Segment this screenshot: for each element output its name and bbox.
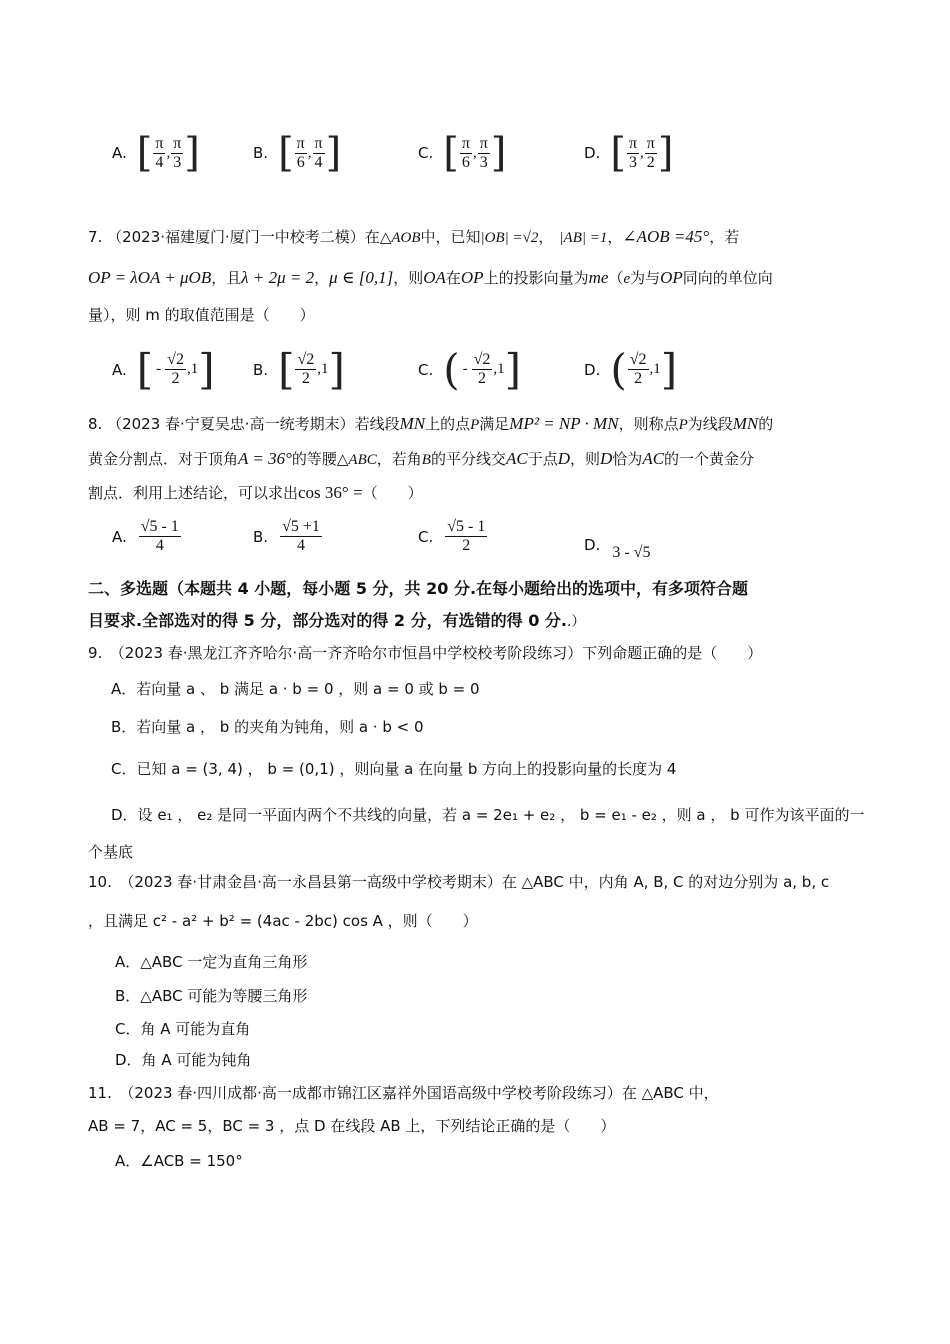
fraction (295, 135, 307, 172)
math: |AB| =1 (559, 230, 608, 246)
numerator: π (155, 134, 164, 152)
denominator: 2 (478, 370, 487, 387)
numerator: π (628, 134, 638, 152)
bracket-close: ] (184, 130, 200, 176)
tail: ,1 (649, 361, 661, 377)
text: ，且 (211, 269, 242, 287)
numerator: π (296, 134, 305, 152)
q11-stem-2: AB = 7，AC = 5，BC = 3 ，点 D 在线段 AB 上，下列结论正确的是（ ） (88, 1117, 616, 1135)
text: ，若 (709, 228, 740, 246)
option-label: C. (418, 360, 434, 379)
denominator: 4 (155, 153, 164, 171)
math: △ABC (336, 452, 377, 468)
question-source: （2023·福建厦门·厦门一中校考二模）在 (107, 228, 380, 246)
bracket-close: ] (657, 130, 674, 176)
numerator: √5 - 1 (447, 518, 486, 535)
fraction (139, 518, 181, 555)
option-label: A. (112, 144, 127, 162)
fraction (171, 135, 183, 172)
fraction (280, 518, 322, 555)
numerator: π (173, 134, 182, 152)
text: 上的投影向量为 (483, 269, 589, 287)
fraction (313, 135, 325, 172)
denominator: 2 (171, 370, 180, 387)
section-heading: 二、多选题（本题共 4 小题，每小题 5 分，共 20 分.在每小题给出的选项中，有多项符合题 (88, 579, 749, 598)
numerator: π (314, 134, 323, 152)
bracket-close: ] (198, 345, 215, 394)
math: P (678, 417, 688, 433)
math: cos 36° = (298, 483, 363, 502)
denominator: 6 (461, 153, 470, 171)
text: 恰为 (612, 450, 643, 468)
bracket-open: [ (278, 345, 295, 394)
math: λ + 2μ = 2 (241, 268, 315, 287)
text: 割点．利用上述结论，可以求出 (88, 484, 299, 502)
numerator: √2 (473, 351, 491, 368)
q11-stem-1: 11. （2023 春·四川成都·高一成都市锦江区嘉祥外国语高级中学校考阶段练习）在 △ABC 中， (88, 1084, 719, 1102)
text: 的 (758, 415, 774, 433)
fraction (295, 351, 316, 388)
bracket-open: [ (136, 345, 154, 394)
question-number: 8. (88, 415, 103, 433)
text: 的一个黄金分 (664, 450, 755, 468)
q10-option-d: D．角 A 可能为钝角 (115, 1051, 252, 1069)
text: 黄金分割点．对于顶角 (88, 450, 239, 468)
question-number: 7. (88, 228, 103, 246)
math: me (588, 268, 609, 287)
text: 上的点 (425, 415, 471, 433)
option-label: D. (584, 144, 601, 162)
math: AC (642, 449, 665, 468)
q9-option-b: B．若向量 a ， b 的夹角为钝角，则 a · b < 0 (111, 718, 424, 736)
sign: - (462, 361, 468, 377)
math: OA (423, 268, 446, 287)
numerator: π (479, 134, 488, 152)
q10-stem-1: 10. （2023 春·甘肃金昌·高一永昌县第一高级中学校考期末）在 △ABC 中，内角 A, B, C 的对边分别为 a, b, c (88, 873, 830, 891)
q6-option-c: C. [ $\frac{\pi}{6}$ , $\frac{\pi}{3}$ ] (418, 130, 507, 176)
math: P (470, 417, 480, 433)
denominator: 4 (314, 153, 323, 171)
q8-option-d (584, 528, 650, 562)
q9-option-c: C．已知 a = (3, 4) ， b = (0,1) ，则向量 a 在向量 b 方向上的投影向量的长度为 4 (111, 760, 677, 778)
q7-option-c (418, 345, 521, 394)
tail: ,1 (186, 361, 199, 377)
bracket-close: ] (490, 130, 507, 176)
numerator: √2 (167, 351, 184, 368)
bracket-open: ( (610, 345, 627, 394)
math: OP = λOA + μOB (88, 268, 212, 287)
text: 中，已知 (420, 228, 481, 246)
numerator: √2 (297, 351, 315, 368)
math: MP² = NP · MN (509, 414, 619, 433)
text: ，则称点 (618, 415, 679, 433)
fraction (165, 351, 186, 388)
q9-option-d: D．设 e₁ ， e₂ 是同一平面内两个不共线的向量，若 a = 2e₁ + e₂ ， b = e₁ - e₂ ，则 a ， b 可作为该平面的一 (111, 806, 865, 824)
text: （ (608, 269, 624, 287)
fraction (460, 135, 472, 172)
bracket-open: [ (136, 130, 153, 176)
q11-option-a: A．∠ACB = 150° (115, 1152, 243, 1170)
text: ，若角 (376, 450, 422, 468)
q7-option-a (112, 345, 215, 394)
math: μ ∈ [0,1] (329, 268, 394, 287)
q9-option-a: A．若向量 a 、 b 满足 a · b = 0 ，则 a = 0 或 b = 0 (111, 680, 480, 698)
q7-line-1: 7. （2023·福建厦门·厦门一中校考二模）在△AOB中，已知|OB| =√2， |AB| =1，∠AOB =45°，若 (88, 227, 740, 246)
q8-option-a (112, 518, 182, 555)
text: .） (566, 614, 586, 630)
math: e (623, 271, 631, 287)
text: （ ） (362, 484, 423, 502)
numerator: π (646, 134, 655, 152)
fraction (472, 351, 493, 388)
text: 同向的单位向 (682, 269, 773, 287)
numerator: π (461, 134, 470, 152)
q8-option-b (253, 518, 323, 555)
denominator: 6 (296, 153, 305, 171)
fraction (628, 351, 649, 388)
math: OP (660, 268, 683, 287)
math: A = 36° (238, 449, 292, 468)
q7-line-3: 量），则 m 的取值范围是（ ） (88, 306, 315, 324)
text: ，则 (393, 269, 424, 287)
section-heading-cont (88, 610, 585, 633)
fraction (153, 135, 165, 172)
tail: ,1 (317, 361, 329, 377)
fraction (645, 135, 657, 172)
q7-option-b (253, 345, 345, 394)
option-label: B. (253, 527, 269, 546)
fraction (478, 135, 490, 172)
text: 在 (445, 269, 461, 287)
denominator: 2 (646, 153, 655, 171)
text: 满足 (479, 415, 510, 433)
q10-option-b: B．△ABC 可能为等腰三角形 (115, 987, 308, 1005)
q9-stem: 9. （2023 春·黑龙江齐齐哈尔·高一齐齐哈尔市恒昌中学校校考阶段练习）下列命题正确的是（ ） (88, 644, 763, 662)
option-label: C. (418, 144, 434, 162)
math: MN (732, 414, 759, 433)
option-label: B. (253, 144, 269, 162)
text: 的平分线交 (430, 450, 506, 468)
math: △AOB (379, 230, 421, 246)
math: D (557, 449, 570, 468)
q10-stem-2: ，且满足 c² - a² + b² = (4ac - 2bc) cos A ，则（ ） (88, 912, 478, 930)
denominator: 2 (301, 370, 310, 387)
text: 为线段 (687, 415, 733, 433)
text: 的等腰 (291, 450, 337, 468)
q8-option-c (418, 518, 488, 555)
denominator: 3 (479, 153, 488, 171)
bracket-open: [ (278, 130, 294, 176)
math: B (421, 452, 431, 468)
option-label: A. (112, 527, 127, 546)
option-value: 3 - √5 (612, 544, 651, 561)
math: MN (399, 414, 426, 433)
q8-line-3 (88, 483, 423, 503)
q6-option-d: D. [ $\frac{\pi}{3}$ , $\frac{\pi}{2}$ ] (584, 130, 674, 176)
denominator: 3 (173, 153, 182, 171)
text: 于点 (527, 450, 558, 468)
q10-option-a: A．△ABC 一定为直角三角形 (115, 953, 308, 971)
option-label: B. (253, 360, 269, 379)
q8-line-2 (88, 449, 754, 470)
bracket-open: [ (443, 130, 459, 176)
bracket-open: [ (610, 130, 626, 176)
numerator: √5 +1 (282, 518, 320, 535)
fraction (627, 135, 639, 172)
math: OP (460, 268, 484, 287)
option-label: A. (112, 360, 127, 379)
denominator: 2 (462, 537, 471, 554)
bracket-close: ] (328, 345, 345, 394)
text: 为与 (630, 269, 661, 287)
numerator: √5 - 1 (140, 518, 179, 535)
denominator: 2 (634, 370, 643, 387)
denominator: 4 (296, 537, 305, 554)
denominator: 3 (628, 153, 637, 171)
tail: ,1 (493, 361, 505, 377)
bracket-close: ] (325, 130, 342, 176)
question-source: （2023 春·宁夏吴忠·高一统考期末）若线段 (107, 415, 400, 433)
option-label: D. (584, 360, 601, 379)
text: 目要求.全部选对的得 5 分，部分选对的得 2 分，有选错的得 0 分. (88, 611, 567, 630)
q6-option-a: A. [ $\frac{\pi}{4}$ , $\frac{\pi}{3}$ ] (112, 130, 200, 176)
sign: - (156, 361, 162, 377)
option-label: C. (418, 527, 434, 546)
bracket-close: ] (660, 345, 678, 394)
math: D (600, 449, 613, 468)
q9-option-d-cont: 个基底 (88, 843, 134, 861)
option-label: D. (584, 536, 601, 554)
q7-line-2: OP = λOA + μOB，且λ + 2μ = 2，μ ∈ [0,1]，则OA在OP上的投影向量为me（e为与OP同向的单位向 (88, 268, 773, 287)
q6-option-b: B. [ $\frac{\pi}{6}$ , $\frac{\pi}{4}$ ] (253, 130, 342, 176)
q7-option-d (584, 345, 677, 394)
math: AC (505, 449, 528, 468)
text: ，则 (570, 450, 601, 468)
fraction (445, 518, 487, 555)
numerator: √2 (629, 351, 647, 368)
math: |OB| =√2 (480, 230, 539, 246)
denominator: 4 (155, 537, 164, 554)
bracket-open: ( (443, 345, 460, 394)
math: ∠AOB =45° (622, 227, 710, 246)
q10-option-c: C．角 A 可能为直角 (115, 1020, 251, 1038)
q8-line-1 (88, 414, 773, 435)
bracket-close: ] (504, 345, 522, 394)
